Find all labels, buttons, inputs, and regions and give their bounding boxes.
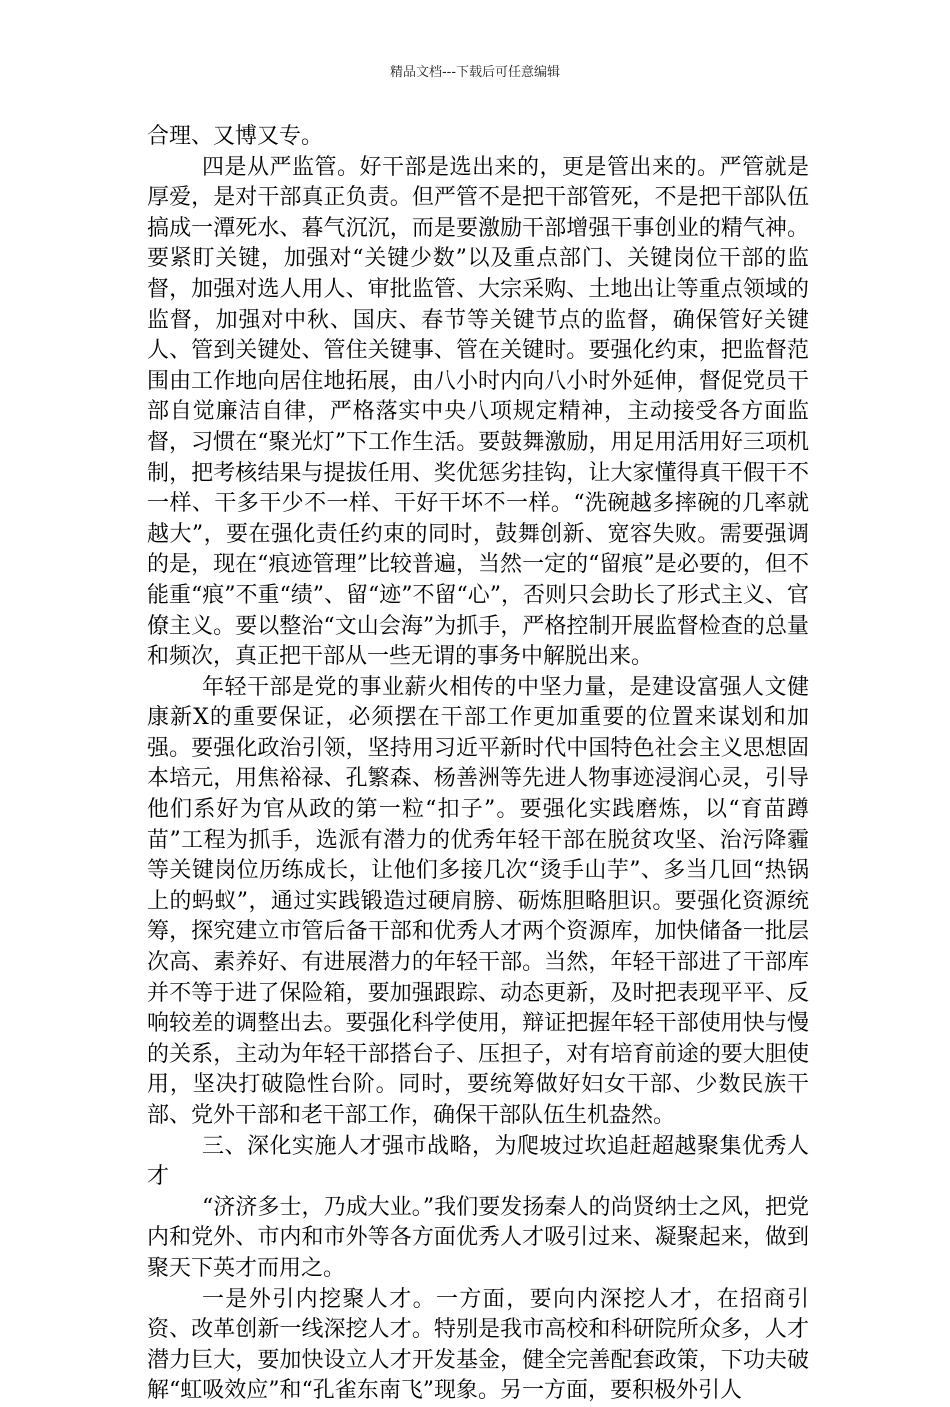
paragraph-attract-talent: 一是外引内挖聚人才。一方面，要向内深挖人才，在招商引资、改革创新一线深挖人才。特别是我市高校和科研院所众多，人才潜力巨大，要加快设立人才开发基金，健全完善配套政策，下功夫破解“虹吸效应”和“孔雀东南飞”现象。另一方面，要积极外引人 [147, 1286, 809, 1404]
section-heading: 三、深化实施人才强市战略，为爬坡过坎追赶超越聚集优秀人才 [147, 1133, 809, 1190]
document-body [147, 122, 809, 1407]
paragraph-talent-quote: “济济多士，乃成大业。”我们要发扬秦人的尚贤纳士之风，把党内和党外、市内和市外等各方面优秀人才吸引过来、凝聚起来，做到聚天下英才而用之。 [147, 1194, 809, 1281]
paragraph-strict-supervision: 四是从严监管。好干部是选出来的，更是管出来的。严管就是厚爱，是对干部真正负责。但严管不是把干部管死，不是把干部队伍搞成一潭死水、暮气沉沉，而是要激励干部增强干事创业的精气神。要紧盯关键，加强对“关键少数”以及重点部门、关键岗位干部的监督，加强对选人用人、审批监管、大宗采购、土地出让等重点领域的监督，加强对中秋、国庆、春节等关键节点的监督，确保管好关键人、管到关键处、管住关键事、管在关键时。要强化约束，把监督范围由工作地向居住地拓展，由八小时内向八小时外延伸，督促党员干部自觉廉洁自律，严格落实中央八项规定精神，主动接受各方面监督，习惯在“聚光灯”下工作生活。要鼓舞激励，用足用活用好三项机制，把考核结果与提拔任用、奖优惩劣挂钩，让大家懂得真干假干不一样、干多干少不一样、干好干坏不一样。“洗碗越多摔碗的几率就越大”，要在强化责任约束的同时，鼓舞创新、宽容失败。需要强调的是，现在“痕迹管理”比较普遍，当然一定的“留痕”是必要的，但不能重“痕”不重“绩”、留“迹”不留“心”，否则只会助长了形式主义、官僚主义。要以整治“文山会海”为抓手，严格控制开展监督检查的总量和频次，真正把干部从一些无谓的事务中解脱出来。 [147, 154, 809, 670]
paragraph-young-cadres: 年轻干部是党的事业薪火相传的中坚力量，是建设富强人文健康新X的重要保证，必须摆在干部工作更加重要的位置来谋划和加强。要强化政治引领，坚持用习近平新时代中国特色社会主义思想固本培元，用焦裕禄、孔繁森、杨善洲等先进人物事迹浸润心灵，引导他们系好为官从政的第一粒“扣子”。要强化实践磨炼，以“育苗蹲苗”工程为抓手，选派有潜力的优秀年轻干部在脱贫攻坚、治污降霾等关键岗位历练成长，让他们多接几次“烫手山芋”、多当几回“热锅上的蚂蚁”，通过实践锻造过硬肩膀、砺炼胆略胆识。要强化资源统筹，探究建立市管后备干部和优秀人才两个资源库，加快储备一批层次高、素养好、有进展潜力的年轻干部。当然，年轻干部进了干部库并不等于进了保险箱，要加强跟踪、动态更新，及时把表现平平、反响较差的调整出去。要强化科学使用，辩证把握年轻干部使用快与慢的关系，主动为年轻干部搭台子、压担子，对有培育前途的要大胆使用，坚决打破隐性台阶。同时，要统筹做好妇女干部、少数民族干部、党外干部和老干部工作，确保干部队伍生机盎然。 [147, 674, 809, 1128]
paragraph-continuation: 合理、又博又专。 [147, 124, 324, 149]
page-header: 精品文档---下载后可任意编辑 [389, 65, 561, 80]
